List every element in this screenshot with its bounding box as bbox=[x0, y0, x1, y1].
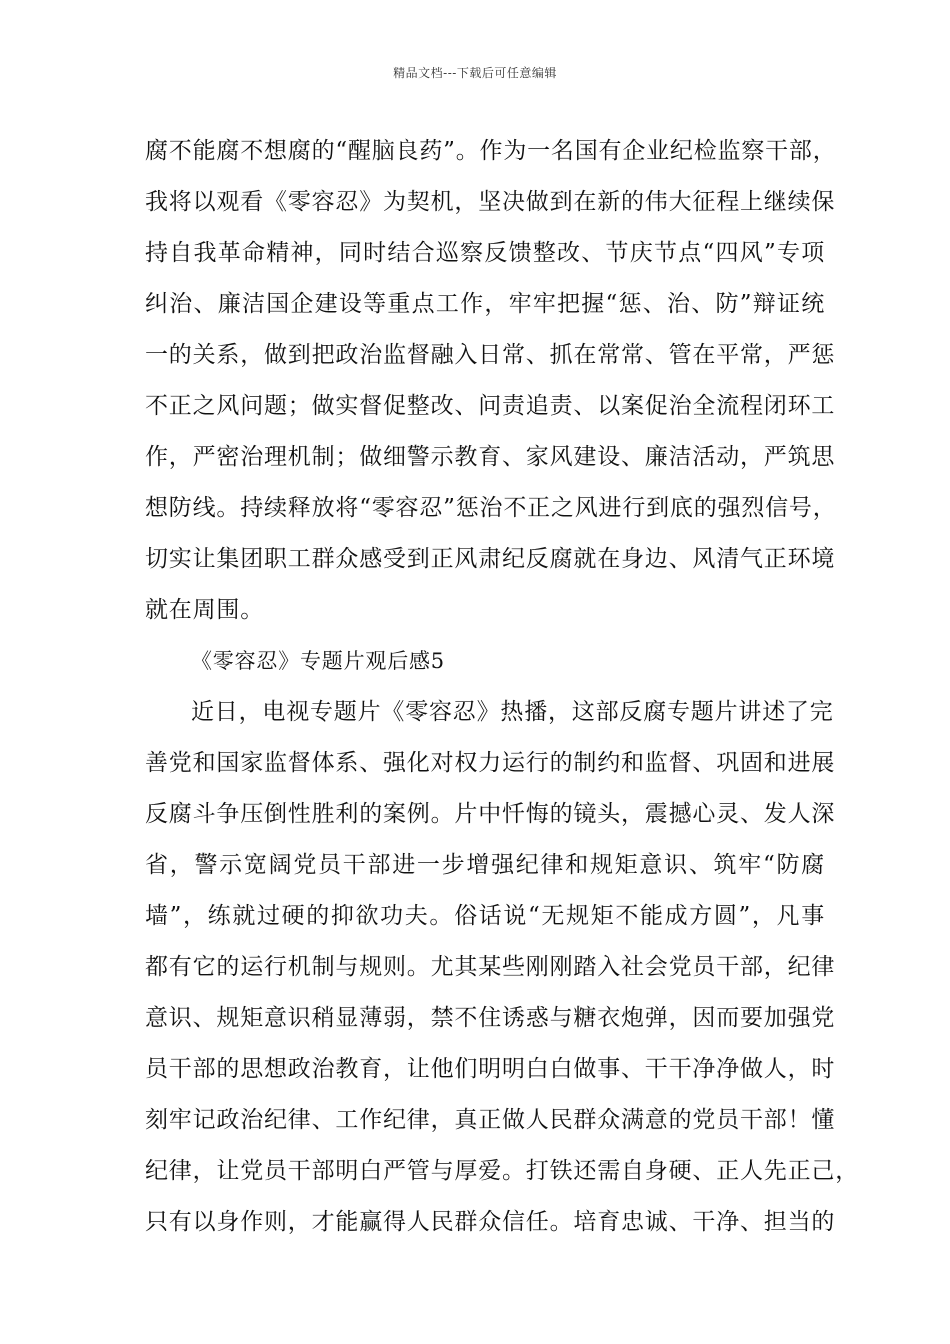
paragraph-line: 我将以观看《零容忍》为契机，坚决做到在新的伟大征程上继续保 bbox=[145, 189, 836, 215]
paragraph-line: 都有它的运行机制与规则。尤其某些刚刚踏入社会党员干部，纪律 bbox=[145, 954, 836, 980]
paragraph-line: 腐不能腐不想腐的“醒脑良药”。作为一名国有企业纪检监察干部， bbox=[145, 138, 837, 164]
paragraph-line: 不正之风问题；做实督促整改、问责追责、以案促治全流程闭环工 bbox=[145, 393, 836, 419]
paragraph-line: 只有以身作则，才能赢得人民群众信任。培育忠诚、干净、担当的 bbox=[145, 1209, 836, 1235]
section-title: 《零容忍》专题片观后感5 bbox=[191, 649, 445, 673]
paragraph-line: 作，严密治理机制；做细警示教育、家风建设、廉洁活动，严筑思 bbox=[145, 444, 836, 470]
paragraph-line: 省，警示宽阔党员干部进一步增强纪律和规矩意识、筑牢“防腐 bbox=[145, 852, 825, 878]
paragraph-line: 就在周围。 bbox=[145, 597, 264, 623]
document-body bbox=[145, 126, 859, 1248]
paragraph-line: 意识、规矩意识稍显薄弱，禁不住诱惑与糖衣炮弹，因而要加强党 bbox=[145, 1005, 836, 1031]
paragraph-line: 想防线。持续释放将“零容忍”惩治不正之风进行到底的强烈信号， bbox=[145, 495, 837, 521]
paragraph-line: 持自我革命精神，同时结合巡察反馈整改、节庆节点“四风”专项 bbox=[145, 240, 825, 266]
paragraph-line: 刻牢记政治纪律、工作纪律，真正做人民群众满意的党员干部！懂 bbox=[145, 1107, 836, 1133]
paragraph-line: 墙”，练就过硬的抑欲功夫。俗话说“无规矩不能成方圆”，凡事 bbox=[145, 903, 825, 929]
paragraph-line: 一的关系，做到把政治监督融入日常、抓在常常、管在平常，严惩 bbox=[145, 342, 836, 368]
paragraph-line: 纪律，让党员干部明白严管与厚爱。打铁还需自身硬、正人先正己， bbox=[145, 1158, 859, 1184]
paragraph-line: 近日，电视专题片《零容忍》热播，这部反腐专题片讲述了完 bbox=[191, 699, 834, 725]
paragraph-line: 切实让集团职工群众感受到正风肃纪反腐就在身边、风清气正环境 bbox=[145, 546, 836, 572]
paragraph-line: 纠治、廉洁国企建设等重点工作，牢牢把握“惩、治、防”辩证统 bbox=[145, 291, 825, 317]
paragraph-line: 善党和国家监督体系、强化对权力运行的制约和监督、巩固和进展 bbox=[145, 750, 836, 776]
page-header: 精品文档---下载后可任意编辑 bbox=[393, 66, 557, 80]
paragraph-line: 员干部的思想政治教育，让他们明明白白做事、干干净净做人，时 bbox=[145, 1056, 836, 1082]
paragraph-line: 反腐斗争压倒性胜利的案例。片中忏悔的镜头，震撼心灵、发人深 bbox=[145, 801, 836, 827]
